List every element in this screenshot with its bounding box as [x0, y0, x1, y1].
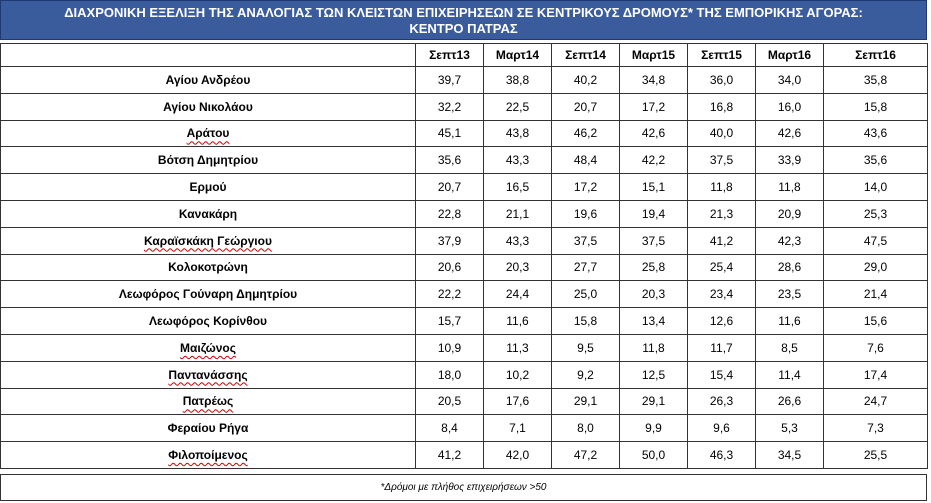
- table-cell: 37,5: [688, 147, 756, 174]
- table-cell: 20,7: [416, 174, 484, 201]
- street-name: Πατρέως: [182, 394, 234, 409]
- column-header: Σεπτ15: [688, 44, 756, 67]
- table-cell: 21,4: [824, 281, 928, 308]
- table-cell: 39,7: [416, 67, 484, 94]
- table-cell: 23,5: [756, 281, 824, 308]
- table-cell: 34,0: [756, 67, 824, 94]
- table-cell: 15,1: [620, 174, 688, 201]
- table-cell: 35,6: [824, 147, 928, 174]
- table-cell: 42,6: [756, 120, 824, 147]
- table-row: [1, 361, 928, 388]
- table-cell: 16,0: [756, 93, 824, 120]
- row-label: [1, 334, 416, 361]
- table-cell: 11,3: [484, 334, 552, 361]
- title-line-1: ΔΙΑΧΡΟΝΙΚΗ ΕΞΕΛΙΞΗ ΤΗΣ ΑΝΑΛΟΓΙΑΣ ΤΩΝ ΚΛΕΙΣΤΩΝ ΕΠΙΧΕΙΡΗΣΕΩΝ ΣΕ ΚΕΝΤΡΙΚΟΥΣ ΔΡΟΜΟΥΣ* ΤΗΣ ΕΜΠΟΡΙΚΗΣ ΑΓΟΡΑΣ:: [64, 5, 863, 20]
- table-cell: 11,6: [484, 308, 552, 335]
- street-name: Λεωφόρος Κορίνθου: [148, 314, 268, 329]
- table-title: [0, 0, 927, 40]
- table-cell: 20,3: [484, 254, 552, 281]
- table-row: [1, 174, 928, 201]
- table-cell: 42,3: [756, 227, 824, 254]
- table-cell: 26,6: [756, 388, 824, 415]
- table-cell: 15,7: [416, 308, 484, 335]
- table-cell: 11,7: [688, 334, 756, 361]
- table-cell: 7,1: [484, 415, 552, 442]
- table-cell: 16,8: [688, 93, 756, 120]
- table-cell: 5,3: [756, 415, 824, 442]
- table-cell: 42,2: [620, 147, 688, 174]
- table-cell: 24,7: [824, 388, 928, 415]
- row-label: [1, 120, 416, 147]
- table-cell: 9,5: [552, 334, 620, 361]
- table-cell: 25,5: [824, 442, 928, 469]
- table-cell: 47,5: [824, 227, 928, 254]
- table-cell: 9,6: [688, 415, 756, 442]
- table-cell: 17,6: [484, 388, 552, 415]
- table-cell: 22,2: [416, 281, 484, 308]
- row-label: [1, 388, 416, 415]
- table-cell: 20,3: [620, 281, 688, 308]
- table-cell: 35,6: [416, 147, 484, 174]
- table-cell: 47,2: [552, 442, 620, 469]
- table-cell: 21,3: [688, 200, 756, 227]
- table-cell: 40,2: [552, 67, 620, 94]
- table-cell: 43,3: [484, 227, 552, 254]
- table-cell: 40,0: [688, 120, 756, 147]
- table-cell: 41,2: [688, 227, 756, 254]
- table-cell: 25,0: [552, 281, 620, 308]
- table-row: [1, 93, 928, 120]
- table-cell: 43,3: [484, 147, 552, 174]
- street-name: Κολοκοτρώνη: [168, 260, 248, 275]
- street-name: Κανακάρη: [178, 206, 238, 221]
- street-name: Ερμού: [189, 180, 227, 195]
- table-cell: 37,5: [552, 227, 620, 254]
- table-row: [1, 254, 928, 281]
- table-row: [1, 200, 928, 227]
- table-cell: 36,0: [688, 67, 756, 94]
- table-cell: 43,8: [484, 120, 552, 147]
- table-cell: 11,4: [756, 361, 824, 388]
- table-row: [1, 281, 928, 308]
- table-cell: 8,0: [552, 415, 620, 442]
- street-name: Φεραίου Ρήγα: [167, 421, 249, 436]
- table-cell: 23,4: [688, 281, 756, 308]
- table-cell: 19,4: [620, 200, 688, 227]
- table-cell: 11,8: [688, 174, 756, 201]
- table-cell: 7,3: [824, 415, 928, 442]
- table-cell: 34,5: [756, 442, 824, 469]
- table-cell: 33,9: [756, 147, 824, 174]
- table-cell: 22,5: [484, 93, 552, 120]
- table-cell: 20,6: [416, 254, 484, 281]
- table-body: [1, 67, 928, 469]
- table-cell: 10,9: [416, 334, 484, 361]
- table-cell: 27,7: [552, 254, 620, 281]
- row-label: [1, 442, 416, 469]
- row-label: [1, 281, 416, 308]
- street-name: Αγίου Ανδρέου: [165, 72, 251, 87]
- table-cell: 34,8: [620, 67, 688, 94]
- table-row: [1, 147, 928, 174]
- table-cell: 29,1: [620, 388, 688, 415]
- table-cell: 35,8: [824, 67, 928, 94]
- table-cell: 16,5: [484, 174, 552, 201]
- table-cell: 17,2: [552, 174, 620, 201]
- table-cell: 11,6: [756, 308, 824, 335]
- table-cell: 7,6: [824, 334, 928, 361]
- column-header: Σεπτ14: [552, 44, 620, 67]
- table-cell: 32,2: [416, 93, 484, 120]
- table-cell: 18,0: [416, 361, 484, 388]
- table-cell: 28,6: [756, 254, 824, 281]
- header-row: [1, 44, 928, 67]
- table-cell: 29,1: [552, 388, 620, 415]
- table-row: [1, 67, 928, 94]
- street-name: Αράτου: [186, 126, 230, 141]
- table-cell: 46,2: [552, 120, 620, 147]
- table-cell: 11,8: [620, 334, 688, 361]
- table-row: [1, 388, 928, 415]
- row-label: [1, 308, 416, 335]
- table-cell: 25,4: [688, 254, 756, 281]
- table-cell: 37,5: [620, 227, 688, 254]
- row-label: [1, 415, 416, 442]
- table-cell: 20,9: [756, 200, 824, 227]
- table-cell: 12,6: [688, 308, 756, 335]
- table-cell: 20,5: [416, 388, 484, 415]
- row-label: [1, 361, 416, 388]
- row-label: [1, 200, 416, 227]
- table-cell: 15,4: [688, 361, 756, 388]
- street-name: Φιλοποίμενος: [168, 448, 248, 463]
- table-row: [1, 442, 928, 469]
- table-cell: 9,2: [552, 361, 620, 388]
- table-cell: 29,0: [824, 254, 928, 281]
- row-label: [1, 174, 416, 201]
- table-cell: 41,2: [416, 442, 484, 469]
- row-label: [1, 254, 416, 281]
- column-header: Μαρτ14: [484, 44, 552, 67]
- street-name: Βότση Δημητρίου: [157, 153, 259, 168]
- street-name: Καραϊσκάκη Γεώργιου: [144, 233, 272, 248]
- table-cell: 12,5: [620, 361, 688, 388]
- row-label: [1, 67, 416, 94]
- table-cell: 50,0: [620, 442, 688, 469]
- column-header: Σεπτ16: [824, 44, 928, 67]
- title-line-2: ΚΕΝΤΡΟ ΠΑΤΡΑΣ: [409, 21, 518, 36]
- table-cell: 22,8: [416, 200, 484, 227]
- table-cell: 38,8: [484, 67, 552, 94]
- row-label: [1, 147, 416, 174]
- table-cell: 37,9: [416, 227, 484, 254]
- column-header: Σεπτ13: [416, 44, 484, 67]
- table-cell: 10,2: [484, 361, 552, 388]
- table-cell: 26,3: [688, 388, 756, 415]
- table-cell: 25,3: [824, 200, 928, 227]
- column-header: Μαρτ15: [620, 44, 688, 67]
- table-cell: 43,6: [824, 120, 928, 147]
- street-name: Λεωφόρος Γούναρη Δημητρίου: [118, 287, 298, 302]
- footnote: *Δρόμοι με πλήθος επιχειρήσεων >50: [0, 474, 927, 501]
- table-cell: 20,7: [552, 93, 620, 120]
- table-cell: 13,4: [620, 308, 688, 335]
- table-cell: 8,5: [756, 334, 824, 361]
- table-cell: 19,6: [552, 200, 620, 227]
- table-cell: 42,0: [484, 442, 552, 469]
- table-cell: 9,9: [620, 415, 688, 442]
- table-cell: 14,0: [824, 174, 928, 201]
- street-name: Παντανάσσης: [168, 367, 248, 382]
- table-cell: 48,4: [552, 147, 620, 174]
- table-cell: 8,4: [416, 415, 484, 442]
- table-row: [1, 120, 928, 147]
- street-name: Αγίου Νικολάου: [163, 99, 253, 114]
- table-cell: 17,2: [620, 93, 688, 120]
- table-cell: 25,8: [620, 254, 688, 281]
- column-header: Μαρτ16: [756, 44, 824, 67]
- row-label: [1, 93, 416, 120]
- table-cell: 42,6: [620, 120, 688, 147]
- table-row: [1, 334, 928, 361]
- table-row: [1, 415, 928, 442]
- table-cell: 15,6: [824, 308, 928, 335]
- data-table: [0, 43, 928, 469]
- table-cell: 45,1: [416, 120, 484, 147]
- header-corner: [1, 44, 416, 67]
- table-cell: 15,8: [824, 93, 928, 120]
- table-cell: 17,4: [824, 361, 928, 388]
- table-cell: 11,8: [756, 174, 824, 201]
- table-cell: 15,8: [552, 308, 620, 335]
- row-label: [1, 227, 416, 254]
- street-name: Μαιζώνος: [180, 340, 236, 355]
- table-row: [1, 308, 928, 335]
- table-cell: 46,3: [688, 442, 756, 469]
- table-cell: 24,4: [484, 281, 552, 308]
- table-row: [1, 227, 928, 254]
- table-cell: 21,1: [484, 200, 552, 227]
